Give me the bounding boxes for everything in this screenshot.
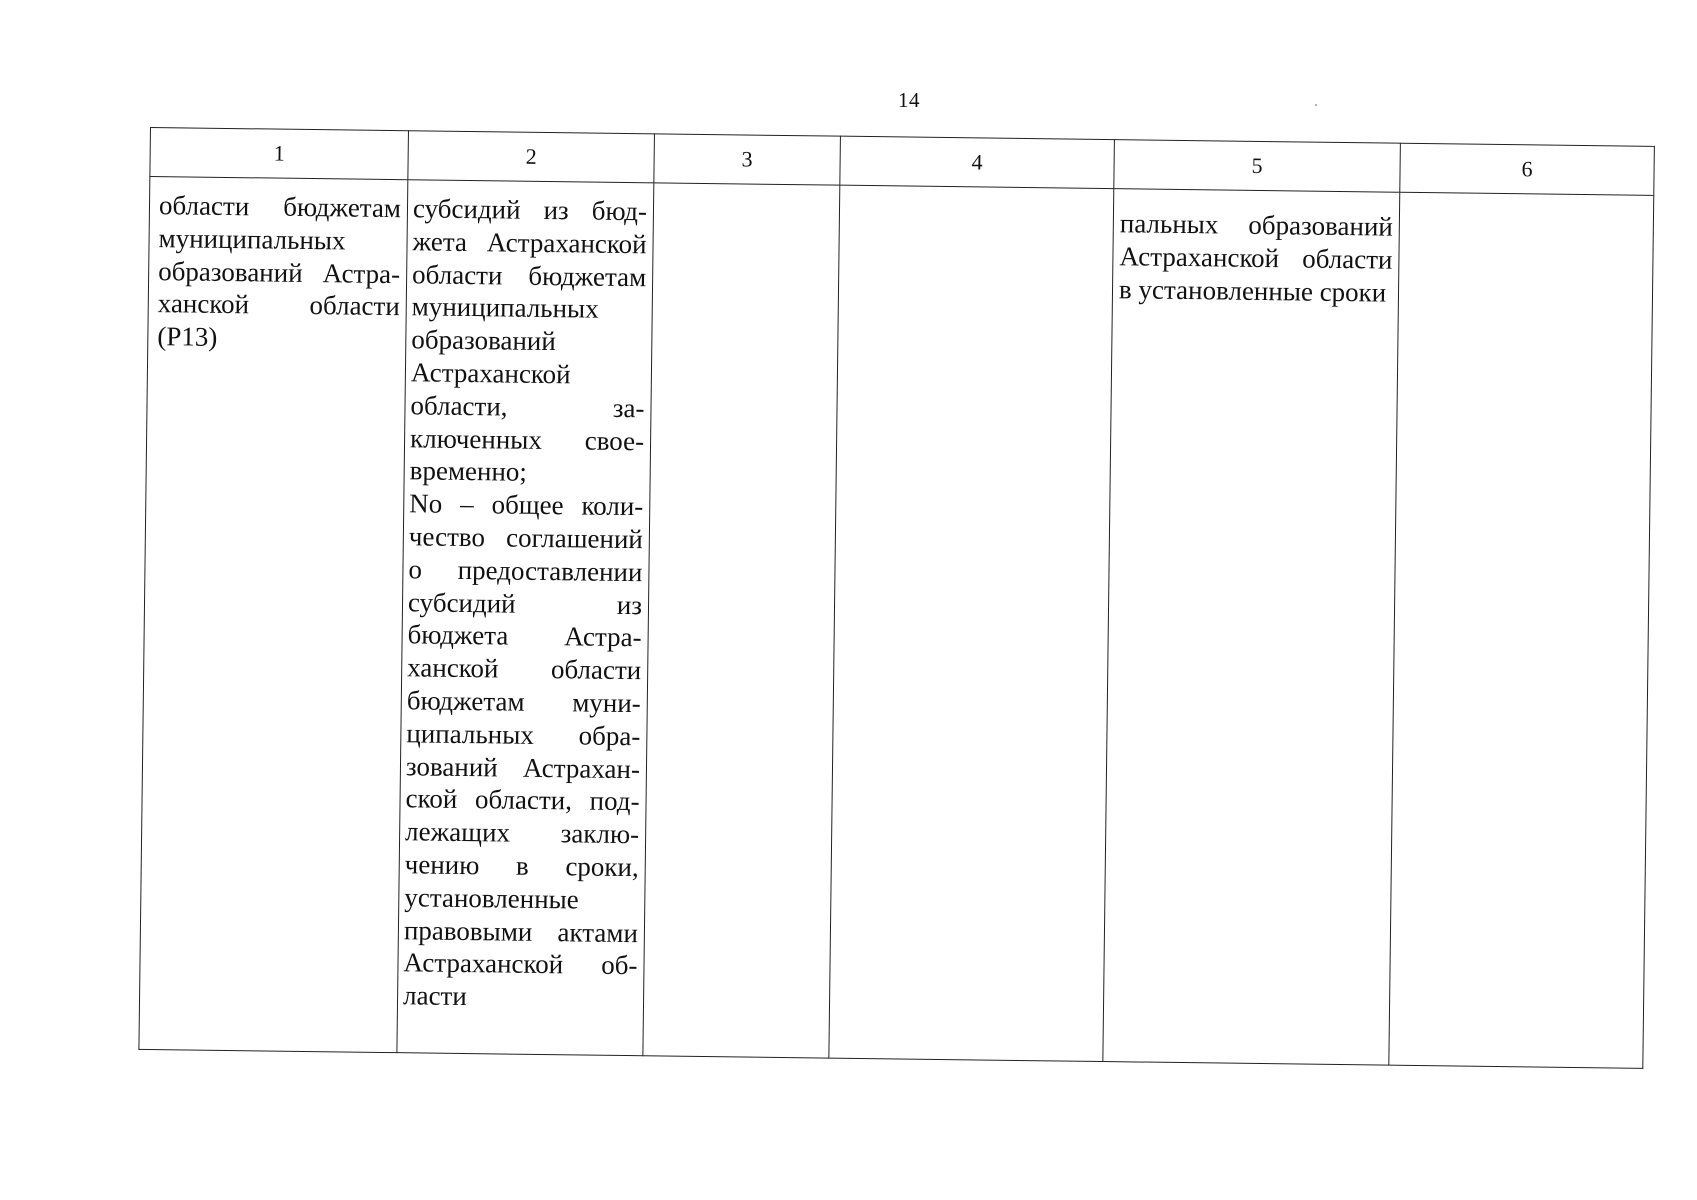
table-cell-col6 [1389, 192, 1654, 1068]
cell-text-col5: пальных образований Астраханской области в установленные сроки [1118, 208, 1394, 308]
column-header-5: 5 [1114, 140, 1401, 193]
table-cell-col3 [643, 183, 840, 1058]
column-header-6: 6 [1400, 143, 1655, 195]
document-table-container [138, 127, 1653, 1069]
scan-speck [1315, 104, 1317, 106]
table-cell-col1 [139, 177, 408, 1053]
table-row [139, 177, 1654, 1069]
column-header-4: 4 [840, 136, 1115, 188]
column-header-3: 3 [654, 134, 841, 185]
cell-text-col1: области бюджетам муниципальных образований Астраханской области (P13) [157, 190, 402, 353]
table-cell-col2 [397, 180, 654, 1056]
page-number: 14 [898, 88, 920, 112]
table-cell-col4 [829, 185, 1114, 1061]
column-header-1: 1 [150, 128, 409, 180]
document-table [138, 127, 1654, 1069]
column-header-2: 2 [408, 131, 655, 183]
table-cell-col5 [1103, 189, 1400, 1066]
cell-text-col2: субсидий из бюджета Астраханской области бюджетам муниципальных образований Астраханской области, заключенных своевременно; No – общее количество соглашений о предоставлении субсидий из бюджета Астраханской области бюджетам муниципальных образований Астраханской области, подлежащих заключению в сроки, установленные правовыми актами Астраханской области [402, 193, 648, 1012]
